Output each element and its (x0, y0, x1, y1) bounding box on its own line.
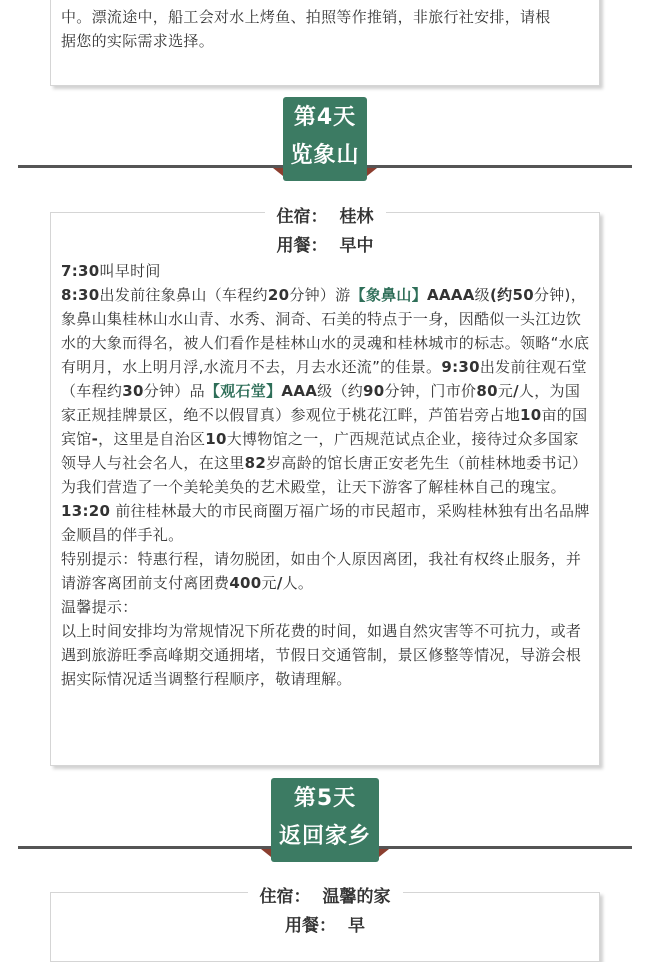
day4-ribbon-right (367, 168, 377, 176)
day5-meals (51, 911, 599, 936)
day5-badge (271, 778, 379, 862)
day4-badge (283, 97, 367, 181)
day4-notice-title: 温馨提示： (61, 598, 138, 616)
day3-line-1: 中。漂流途中，船工会对水上烤鱼、拍照等作推销，非旅行社安排，请根 (61, 8, 551, 26)
day4-item-0730: 7:30叫早时间 (61, 262, 161, 280)
day5-lodging (51, 882, 599, 907)
day5-ribbon-right (379, 849, 389, 857)
day4-lodging-label: 住宿： (271, 207, 334, 227)
day5-badge-title: 返回家乡 (278, 824, 371, 849)
day5-badge-day: 第5天 (293, 786, 357, 811)
day5-ribbon-left (261, 849, 271, 857)
day4-meals-label: 用餐： (271, 236, 334, 256)
day3-card (50, 0, 600, 86)
day4-badge-title: 览象山 (290, 143, 360, 168)
day4-item-1320: 13:20 前往桂林最大的市民商圈万福广场的市民超市，采购桂林独有出名品牌金顺昌的伴手礼。 (61, 502, 590, 544)
day4-meals-value: 早中 (334, 236, 380, 256)
day4-notice-text: 以上时间安排均为常规情况下所花费的时间，如遇自然灾害等不可抗力，或者遇到旅游旺季高峰期交通拥堵，节假日交通管制，景区修整等情况，导游会根据实际情况适当调整行程顺序，敬请理解。 (61, 622, 582, 688)
day4-itinerary (61, 259, 593, 691)
day4-special-tip: 特别提示：特惠行程，请勿脱团，如由个人原因离团，我社有权终止服务，并请游客离团前支付离团费400元/人。 (61, 550, 582, 592)
day4-badge-day: 第4天 (293, 105, 357, 130)
day4-item-0830: 8:30出发前往象鼻山（车程约20分钟）游【象鼻山】AAAA级(约50分钟)，象鼻山集桂林山水山青、水秀、洞奇、石美的特点于一身，因酷似一头江边饮水的大象而得名，被人们看作是桂林山水的灵魂和桂林城市的标志。领略“水底有明月，水上明月浮,水流月不去，月去水还流”的佳景。9:30出发前往观石堂（车程约30分钟）品【观石堂】AAA级（约90分钟，门市价80元/人，为国家正规挂牌景区，绝不以假冒真）参观位于桃花江畔，芦笛岩旁占地10亩的国宾馆-，这里是自治区10大博物馆之一，广西规范试点企业，接待过众多国家领导人与社会名人，在这里82岁高龄的馆长唐正安老先生（前桂林地委书记）为我们营造了一个美轮美奂的艺术殿堂，让天下游客了解桂林自己的瑰宝。 (61, 286, 590, 496)
day5-meals-label: 用餐： (279, 916, 342, 936)
day5-meals-value: 早 (342, 916, 371, 936)
day3-line-2: 据您的实际需求选择。 (61, 32, 215, 50)
day4-card (50, 207, 600, 766)
spot-xiangbishan: 【象鼻山】 (350, 286, 428, 304)
day3-text (61, 5, 593, 53)
day4-lodging-value: 桂林 (334, 207, 380, 227)
day4-lodging (51, 202, 599, 227)
day5-card (50, 887, 600, 962)
day5-lodging-value: 温馨的家 (317, 887, 397, 907)
day4-ribbon-left (273, 168, 283, 176)
day4-meals (51, 231, 599, 256)
spot-guanshitang: 【观石堂】 (204, 382, 282, 400)
day5-lodging-label: 住宿： (254, 887, 317, 907)
